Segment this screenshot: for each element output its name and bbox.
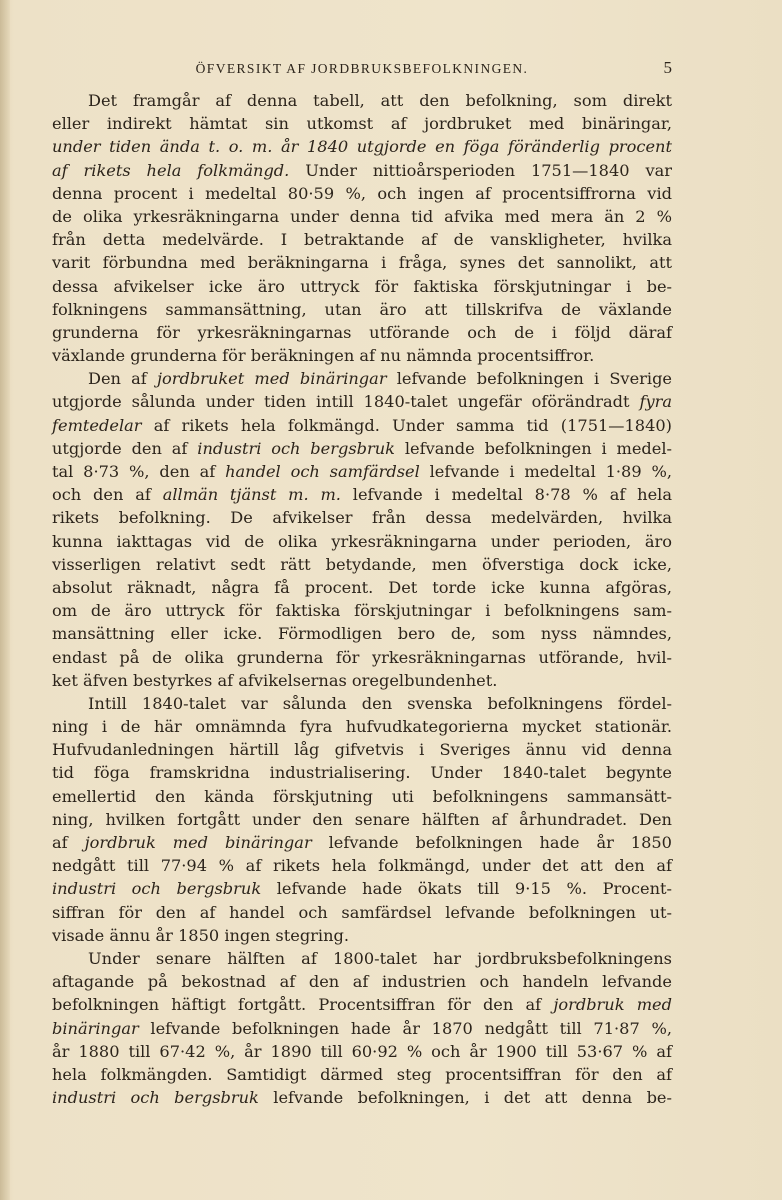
text-segment: från detta medelvärde. I betraktande af de vanskligheter, hvilka: [52, 230, 672, 250]
text-line: [52, 89, 672, 112]
text-line: [52, 1063, 672, 1086]
text-line: [52, 669, 672, 692]
text-segment: de olika yrkesräkningarna under denna tid afvika med mera än 2 %: [52, 206, 672, 226]
text-segment: Hufvudanledningen härtill låg gifvetvis i Sveriges ännu vid denna: [52, 740, 672, 760]
text-segment: Det framgår af denna tabell, att den befolkning, som direkt: [88, 91, 672, 110]
text-line: [52, 159, 672, 182]
text-segment: lefvande befolkningen hade år 1850: [311, 833, 672, 852]
text-line: [52, 761, 672, 784]
text-line: [52, 367, 672, 390]
text-line: [52, 970, 672, 993]
text-line: [52, 599, 672, 622]
text-line: [52, 135, 672, 158]
italic-text: industri och bergsbruk: [52, 879, 262, 899]
body-text: [52, 89, 672, 1109]
text-segment: lefvande befolkningen i Sverige: [386, 369, 673, 389]
text-segment: växlande grunderna för beräkningen af nu nämnda procentsiffror.: [52, 346, 595, 366]
text-segment: absolut räknadt, några få procent. Det torde icke kunna afgöras,: [52, 577, 672, 597]
text-line: [52, 831, 672, 854]
text-line: [52, 344, 672, 367]
text-segment: eller indirekt hämtat sin utkomst af jordbruket med binäringar,: [52, 114, 672, 134]
text-line: [52, 1040, 672, 1063]
text-segment: af: [52, 833, 85, 852]
text-segment: Under nittioårsperioden 1751—1840 var: [289, 160, 672, 180]
text-line: [52, 275, 672, 298]
text-segment: Under senare hälften af 1800-talet har jordbruksbefolkningens: [88, 948, 672, 968]
italic-text: jordbruk med binäringar: [84, 833, 312, 852]
italic-text: af rikets hela folkmängd.: [52, 160, 290, 180]
text-line: [52, 785, 672, 808]
text-line: [52, 692, 672, 715]
text-segment: lefvande hade ökats till 9·15 %. Procent-: [261, 879, 672, 899]
italic-text: jordbruket med binäringar: [156, 369, 387, 389]
italic-text: under tiden ända t. o. m. år 1840 utgjorde en föga föränderlig procent: [52, 137, 672, 157]
text-segment: lefvande i medeltal 8·78 % af hela: [340, 485, 672, 505]
running-title: ÖFVERSIKT AF JORDBRUKSBEFOLKNINGEN.: [195, 61, 529, 76]
text-segment: af rikets hela folkmängd. Under samma tid (1751—1840): [141, 415, 672, 435]
text-line: [52, 112, 672, 135]
italic-text: fyra: [639, 392, 672, 412]
text-segment: kunna iakttagas vid de olika yrkesräkningarna under perioden, äro: [52, 531, 672, 551]
text-line: [52, 993, 672, 1016]
text-segment: utgjorde den af: [52, 438, 198, 458]
text-line: [52, 1086, 672, 1109]
text-segment: ning i de här omnämnda fyra hufvudkategorierna mycket stationär.: [52, 717, 672, 737]
text-line: [52, 182, 672, 205]
text-segment: ket äfven bestyrkes af afvikelsernas oregelbundenhet.: [52, 670, 498, 690]
text-segment: visserligen relativt sedt rätt betydande, men öfverstiga dock icke,: [52, 554, 672, 574]
text-segment: endast på de olika grunderna för yrkesräkningarnas utförande, hvil-: [52, 647, 672, 667]
text-segment: tid föga framskridna industrialisering. Under 1840-talet begynte: [52, 763, 672, 783]
text-segment: denna procent i medeltal 80·59 %, och ingen af procentsiffrorna vid: [52, 183, 672, 203]
text-line: [52, 924, 672, 947]
text-line: [52, 321, 672, 344]
text-segment: folkningens sammansättning, utan äro att tillskrifva de växlande: [52, 299, 672, 319]
italic-text: handel och samfärdsel: [225, 462, 420, 481]
text-segment: emellertid den kända förskjutning uti befolkningens sammansätt-: [52, 786, 672, 806]
text-line: [52, 877, 672, 900]
text-segment: nedgått till 77·94 % af rikets hela folkmängd, under det att den af: [52, 856, 672, 876]
text-line: [52, 460, 672, 483]
text-line: [52, 901, 672, 924]
text-segment: utgjorde sålunda under tiden intill 1840-talet ungefär oförändradt: [52, 392, 640, 412]
text-segment: Den af: [88, 369, 157, 389]
text-segment: lefvande befolkningen hade år 1870 nedgått till 71·87 %,: [138, 1018, 672, 1038]
text-segment: och den af: [52, 485, 163, 505]
page-header: [52, 58, 672, 80]
text-line: [52, 390, 672, 413]
text-segment: varit förbundna med beräkningarna i fråga, synes det sannolikt, att: [52, 253, 672, 273]
text-line: [52, 506, 672, 529]
italic-text: binäringar: [52, 1018, 139, 1038]
text-segment: lefvande i medeltal 1·89 %,: [419, 462, 672, 481]
italic-text: femtedelar: [52, 415, 142, 435]
italic-text: jordbruk med: [553, 995, 672, 1015]
text-segment: tal 8·73 %, den af: [52, 462, 226, 481]
text-line: [52, 947, 672, 970]
text-segment: rikets befolkning. De afvikelser från dessa medelvärden, hvilka: [52, 508, 672, 528]
text-segment: lefvande befolkningen, i det att denna be-: [258, 1088, 672, 1108]
text-segment: visade ännu år 1850 ingen stegring.: [52, 925, 350, 945]
text-segment: grunderna för yrkesräkningarnas utförande och de i följd däraf: [52, 322, 672, 342]
italic-text: allmän tjänst m. m.: [162, 485, 341, 505]
text-line: [52, 854, 672, 877]
text-segment: ning, hvilken fortgått under den senare hälften af århundradet. Den: [52, 809, 672, 829]
text-line: [52, 228, 672, 251]
text-segment: hela folkmängden. Samtidigt därmed steg procentsiffran för den af: [52, 1064, 672, 1084]
text-segment: år 1880 till 67·42 %, år 1890 till 60·92 % och år 1900 till 53·67 % af: [52, 1041, 672, 1061]
text-line: [52, 530, 672, 553]
text-segment: befolkningen häftigt fortgått. Procentsiffran för den af: [52, 995, 554, 1015]
text-line: [52, 738, 672, 761]
text-line: [52, 715, 672, 738]
text-line: [52, 1017, 672, 1040]
italic-text: industri och bergsbruk: [52, 1088, 259, 1108]
text-segment: dessa afvikelser icke äro uttryck för faktiska förskjutningar i be-: [52, 276, 672, 296]
text-line: [52, 622, 672, 645]
text-line: [52, 576, 672, 599]
text-line: [52, 251, 672, 274]
text-segment: mansättning eller icke. Förmodligen bero de, som nyss nämndes,: [52, 624, 672, 644]
text-segment: om de äro uttryck för faktiska förskjutningar i befolkningens sam-: [52, 601, 672, 621]
text-segment: aftagande på bekostnad af den af industrien och handeln lefvande: [52, 972, 672, 992]
text-line: [52, 414, 672, 437]
text-segment: Intill 1840-talet var sålunda den svenska befolkningens fördel-: [88, 693, 672, 713]
text-line: [52, 808, 672, 831]
text-segment: lefvande befolkningen i medel-: [394, 438, 672, 458]
page-number: 5: [663, 58, 672, 77]
text-line: [52, 298, 672, 321]
text-segment: siffran för den af handel och samfärdsel lefvande befolkningen ut-: [52, 902, 672, 922]
italic-text: industri och bergsbruk: [197, 438, 395, 458]
text-line: [52, 553, 672, 576]
text-line: [52, 646, 672, 669]
text-line: [52, 483, 672, 506]
text-line: [52, 205, 672, 228]
page-gutter-shadow: [0, 0, 10, 1200]
text-line: [52, 437, 672, 460]
